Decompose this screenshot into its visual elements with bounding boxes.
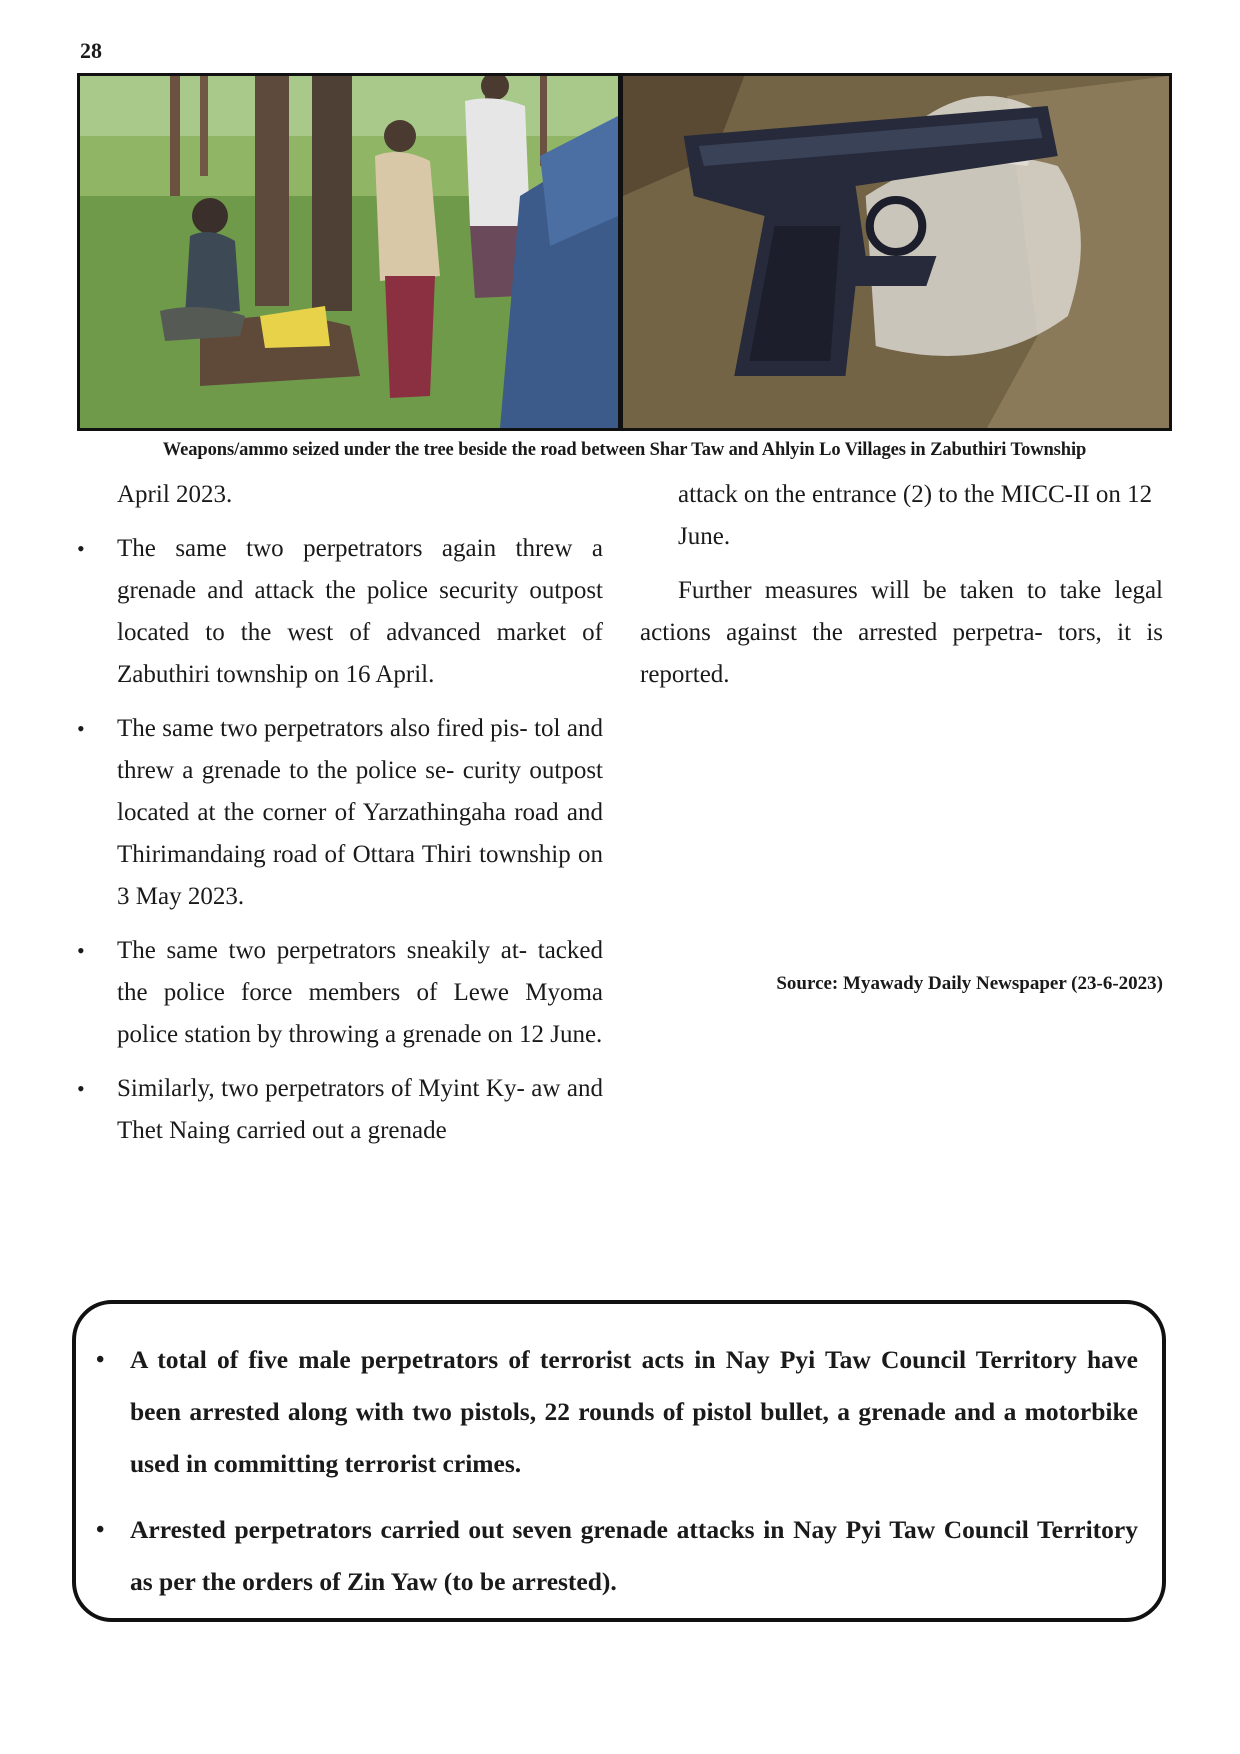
incident-list bbox=[75, 528, 603, 1152]
right-continuation: attack on the entrance (2) to the MICC-II on 12 June. bbox=[678, 481, 1153, 550]
photo-tree-search bbox=[80, 76, 618, 428]
incident-item: • The same two perpetrators again threw a grenade and attack the police security outpost located to the west of advanced market of Zabuthiri township on 16 April. bbox=[75, 528, 603, 696]
incident-item: • The same two perpetrators also fired pis- tol and threw a grenade to the police se- curity outpost located at the corner of Yarzathingaha road and Thirimandaing road of Ottara Thiri township on 3 May 2023. bbox=[75, 708, 603, 918]
summary-item: • Arrested perpetrators carried out seven grenade attacks in Nay Pyi Taw Council Territory as per the orders of Zin Yaw (to be arrested). bbox=[96, 1504, 1138, 1608]
pistol-illustration bbox=[623, 76, 1169, 428]
summary-list bbox=[96, 1334, 1138, 1608]
incident-item: • Similarly, two perpetrators of Myint Ky- aw and Thet Naing carried out a grenade bbox=[75, 1068, 603, 1152]
left-continuation: April 2023. bbox=[117, 481, 233, 508]
summary-box bbox=[72, 1300, 1166, 1622]
photo-strip bbox=[77, 73, 1172, 431]
photo-caption: Weapons/ammo seized under the tree beside the road between Shar Taw and Ahlyin Lo Villages in Zabuthiri Township bbox=[162, 440, 1087, 460]
tree-search-illustration bbox=[80, 76, 618, 428]
left-column bbox=[75, 474, 603, 1164]
right-column bbox=[640, 474, 1163, 696]
source-credit: Source: Myawady Daily Newspaper (23-6-2023) bbox=[776, 973, 1163, 994]
summary-item: • A total of five male perpetrators of terrorist acts in Nay Pyi Taw Council Territory have been arrested along with two pistols, 22 rounds of pistol bullet, a grenade and a motorbike used in committing terrorist crimes. bbox=[96, 1334, 1138, 1490]
page-number: 28 bbox=[80, 38, 102, 63]
closing-paragraph: Further measures will be taken to take legal actions against the arrested perpetra- tors, it is reported. bbox=[640, 577, 1163, 688]
incident-item: • The same two perpetrators sneakily at- tacked the police force members of Lewe Myoma police station by throwing a grenade on 12 June. bbox=[75, 930, 603, 1056]
photo-pistol bbox=[623, 76, 1169, 428]
